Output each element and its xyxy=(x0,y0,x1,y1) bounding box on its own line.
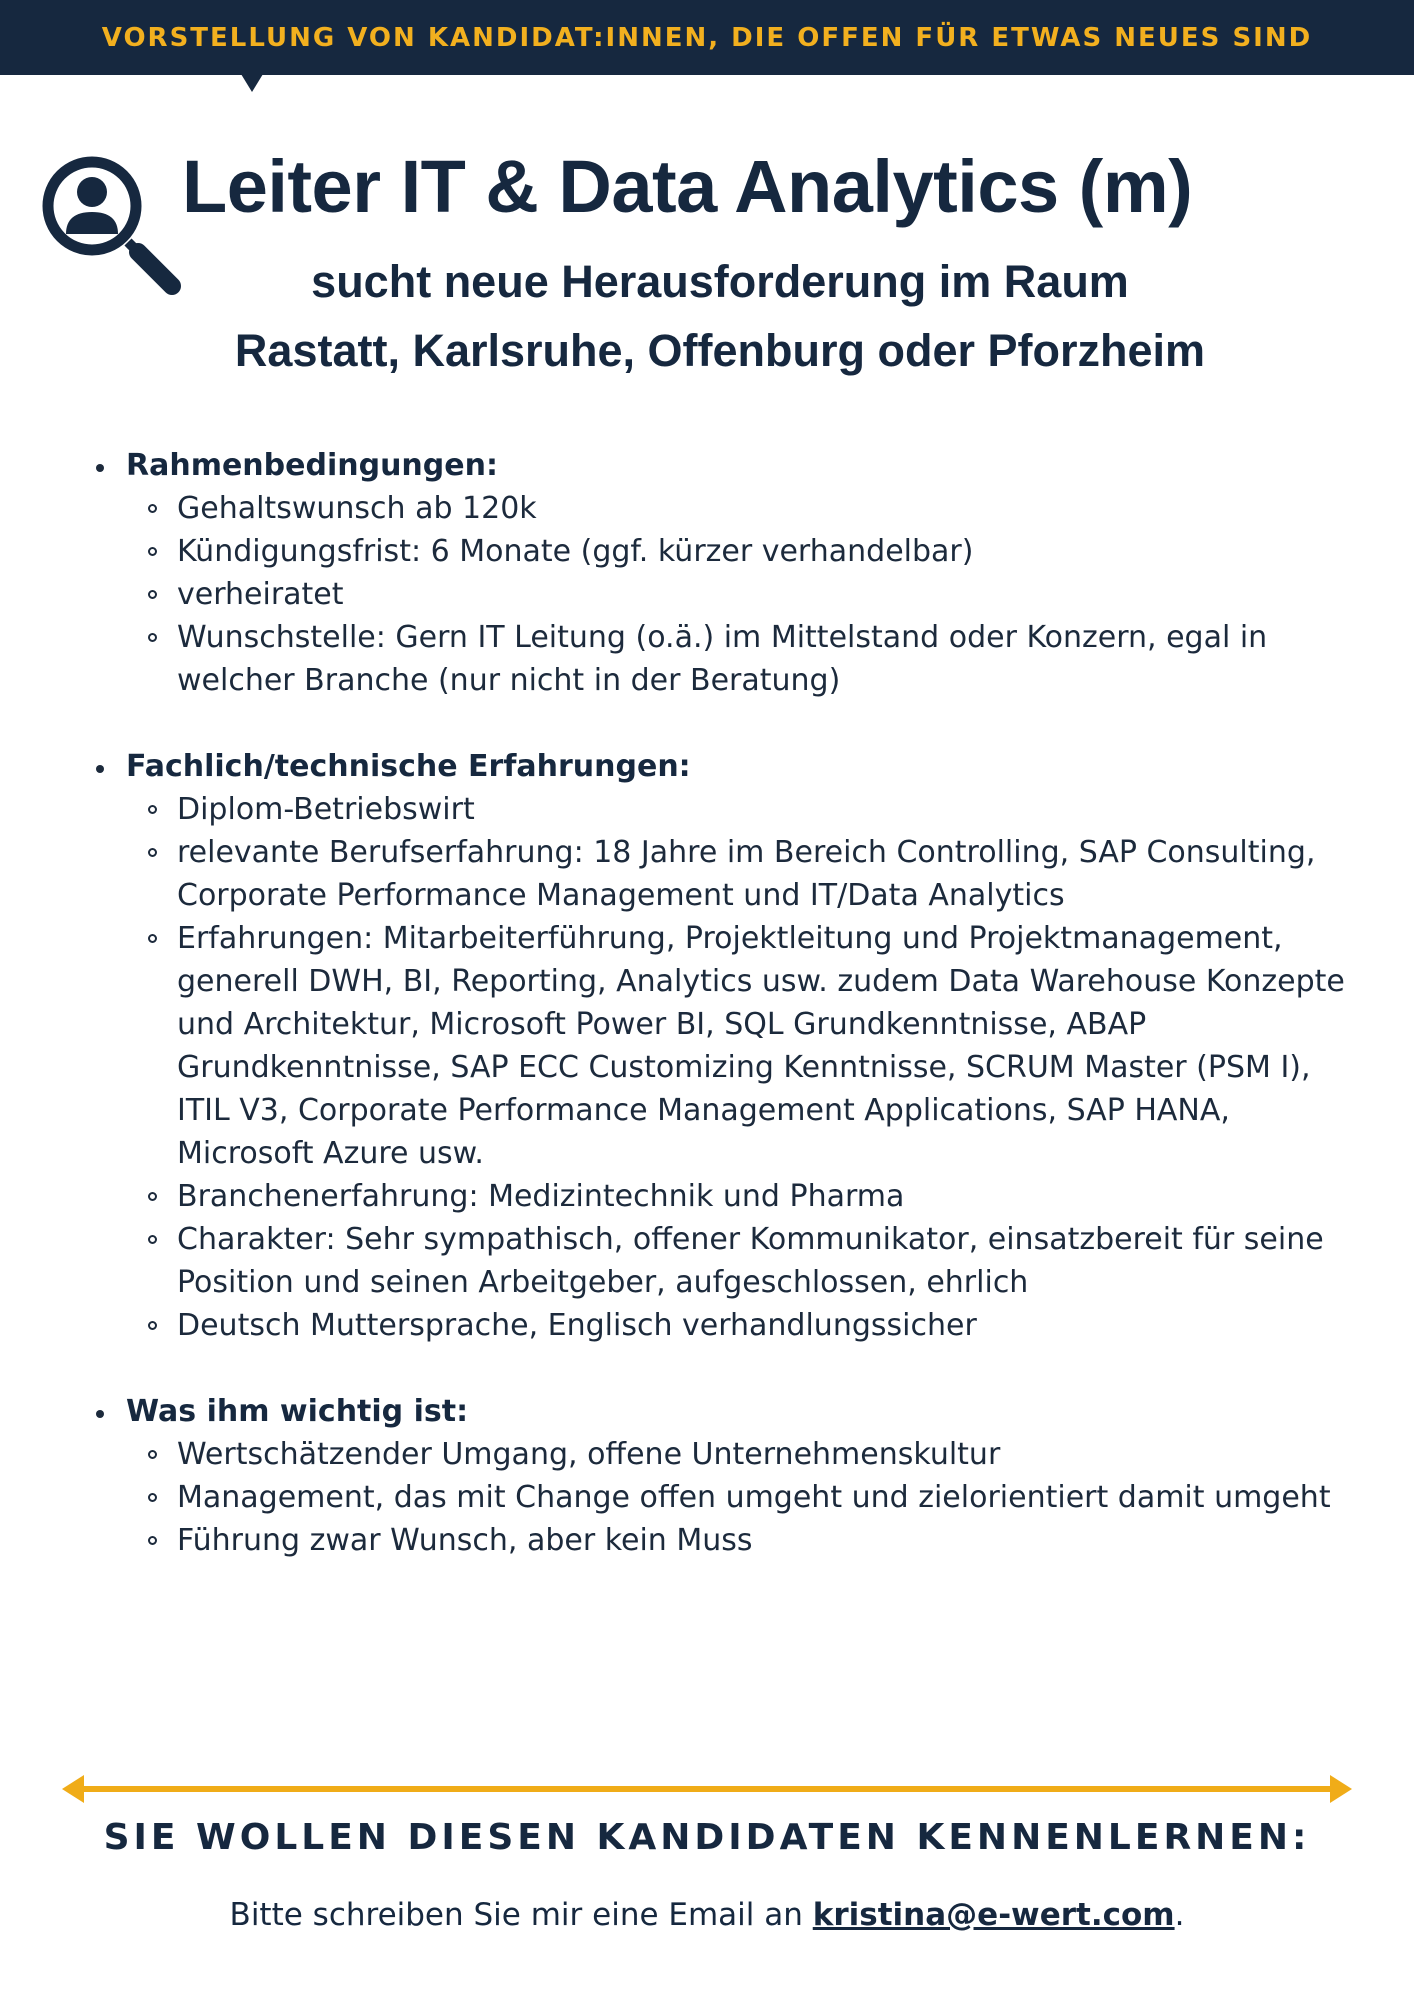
bullet-circle-icon xyxy=(148,1493,157,1502)
subtitle-line-2: Rastatt, Karlsruhe, Offenburg oder Pforzheim xyxy=(234,325,1206,376)
list-item-text: verheiratet xyxy=(177,577,344,612)
list-item-text: Wunschstelle: Gern IT Leitung (o.ä.) im Mittelstand oder Konzern, egal in welcher Branche (nur nicht in der Beratung) xyxy=(177,620,1268,698)
bullet-circle-icon xyxy=(148,1235,157,1244)
list-item-text: Gehaltswunsch ab 120k xyxy=(177,491,537,526)
list-item xyxy=(88,1218,1358,1304)
list-item xyxy=(88,788,1358,831)
bullet-dot-icon xyxy=(96,765,104,773)
list-item-text: Erfahrungen: Mitarbeiterführung, Projektleitung und Projektmanagement, generell DWH, BI, Reporting, Analytics usw. zudem Data Warehouse Konzepte und Architektur, Microsoft Power BI, SQL Grundkenntnisse, ABAP Grundkenntnisse, SAP ECC Customizing Kenntnisse, SCRUM Master (PSM I), ITIL V3, Corporate Performance Management Applications, SAP HANA, Microsoft Azure usw. xyxy=(177,921,1345,1171)
job-title: Leiter IT & Data Analytics (m) xyxy=(182,145,1193,228)
list-item xyxy=(88,1433,1358,1476)
banner-text: VORSTELLUNG VON KANDIDAT:INNEN, DIE OFFEN FÜR ETWAS NEUES SIND xyxy=(101,22,1313,53)
section-heading xyxy=(88,1390,1358,1433)
list-item xyxy=(88,1519,1358,1562)
section-title: Fachlich/technische Erfahrungen: xyxy=(126,749,691,784)
contact-text-suffix: . xyxy=(1174,1897,1185,1933)
bullet-circle-icon xyxy=(148,934,157,943)
list-item-text: Kündigungsfrist: 6 Monate (ggf. kürzer verhandelbar) xyxy=(177,534,974,569)
section-heading xyxy=(88,444,1358,487)
list-item-text: Deutsch Muttersprache, Englisch verhandlungssicher xyxy=(177,1308,977,1343)
bullet-circle-icon xyxy=(148,1450,157,1459)
list-item xyxy=(88,573,1358,616)
bullet-dot-icon xyxy=(96,1410,104,1418)
list-item-text: Charakter: Sehr sympathisch, offener Kommunikator, einsatzbereit für seine Position und seinen Arbeitgeber, aufgeschlossen, ehrlich xyxy=(177,1222,1324,1300)
subtitle-line-1: sucht neue Herausforderung im Raum xyxy=(311,256,1129,307)
banner-pointer xyxy=(241,74,263,92)
bullet-circle-icon xyxy=(148,1536,157,1545)
list-item-text: Branchenerfahrung: Medizintechnik und Pharma xyxy=(177,1179,905,1214)
list-item-text: Diplom-Betriebswirt xyxy=(177,792,475,827)
list-item xyxy=(88,831,1358,917)
double-arrow-divider xyxy=(62,1772,1352,1806)
section xyxy=(88,745,1358,1347)
bullet-circle-icon xyxy=(148,590,157,599)
list-item xyxy=(88,616,1358,702)
bullet-dot-icon xyxy=(96,464,104,472)
list-item-text: Führung zwar Wunsch, aber kein Muss xyxy=(177,1523,753,1558)
section xyxy=(88,444,1358,702)
bullet-circle-icon xyxy=(148,848,157,857)
list-item xyxy=(88,487,1358,530)
bullet-circle-icon xyxy=(148,633,157,642)
section-title: Was ihm wichtig ist: xyxy=(126,1394,469,1429)
list-item xyxy=(88,530,1358,573)
candidate-details xyxy=(88,444,1358,1605)
bullet-circle-icon xyxy=(148,1192,157,1201)
bullet-circle-icon xyxy=(148,1321,157,1330)
section xyxy=(88,1390,1358,1562)
list-item xyxy=(88,1476,1358,1519)
list-item xyxy=(88,1304,1358,1347)
contact-text-prefix: Bitte schreiben Sie mir eine Email an xyxy=(229,1897,813,1933)
list-item-text: Wertschätzender Umgang, offene Unternehmenskultur xyxy=(177,1437,1001,1472)
list-item xyxy=(88,917,1358,1175)
top-banner xyxy=(0,0,1414,75)
contact-text xyxy=(0,1897,1414,1933)
section-heading xyxy=(88,745,1358,788)
bullet-circle-icon xyxy=(148,805,157,814)
list-item-text: Management, das mit Change offen umgeht und zielorientiert damit umgeht xyxy=(177,1480,1331,1515)
contact-heading: SIE WOLLEN DIESEN KANDIDATEN KENNENLERNEN: xyxy=(103,1817,1311,1858)
list-item-text: relevante Berufserfahrung: 18 Jahre im Bereich Controlling, SAP Consulting, Corporate Performance Management und IT/Data Analytics xyxy=(177,835,1316,913)
list-item xyxy=(88,1175,1358,1218)
bullet-circle-icon xyxy=(148,504,157,513)
section-title: Rahmenbedingungen: xyxy=(126,448,498,483)
bullet-circle-icon xyxy=(148,547,157,556)
email-link[interactable]: kristina@e-wert.com xyxy=(812,1897,1175,1933)
